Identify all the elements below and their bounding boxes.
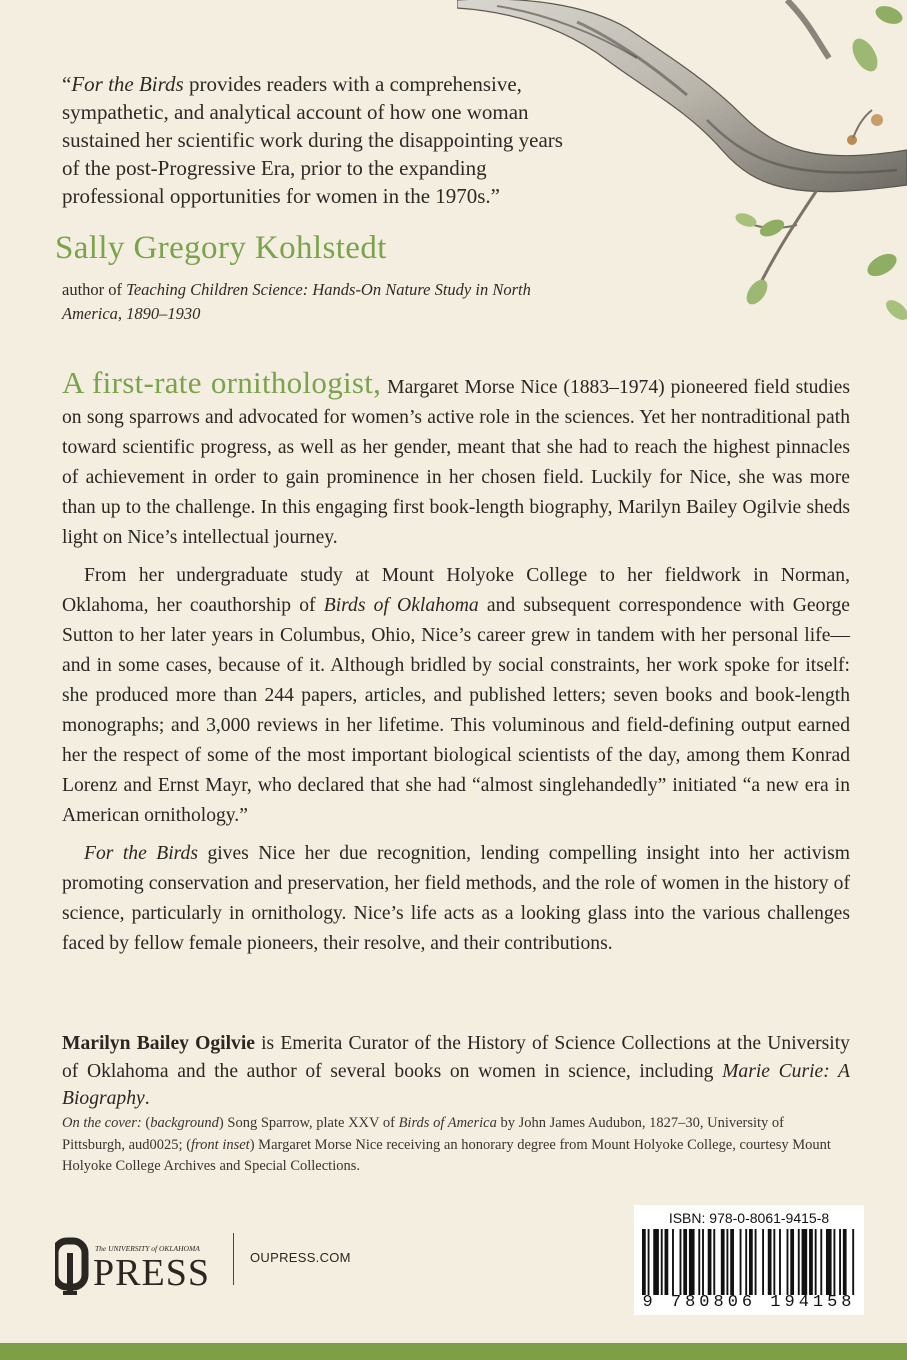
ou-press-logo <box>55 1235 255 1295</box>
author-bio-text: is Emerita Curator of the History of Science Collections at the University of Oklahoma and the author of several books on women in science, including <box>62 1033 850 1082</box>
barcode-bar <box>698 1229 700 1295</box>
cover-credit-book: Birds of America <box>398 1115 497 1131</box>
barcode-bar <box>787 1229 789 1295</box>
isbn-label: ISBN: 978-0-8061-9415-8 <box>668 1210 830 1226</box>
barcode-bar <box>665 1229 669 1295</box>
barcode-bar <box>740 1229 742 1295</box>
barcode-bar <box>708 1229 712 1295</box>
barcode-bar <box>702 1229 704 1295</box>
barcode-bar <box>833 1229 835 1295</box>
barcode-bar <box>839 1229 841 1295</box>
barcode-bar <box>648 1229 650 1295</box>
reviewer-role <box>62 278 582 326</box>
author-bio <box>62 1030 850 1113</box>
author-bio-book: Marie Curie: A Biography <box>62 1060 850 1109</box>
barcode-bar <box>713 1229 715 1295</box>
quote-text: provides readers with a comprehensive, sympathetic, and analytical account of how one woman sustained her scientific work during the disappointing years of the post-Progressive Era, prior to the expanding professional opportunities for women in the 1970s.” <box>62 72 563 208</box>
description-p3-text: gives Nice her due recognition, lending compelling insight into her activism promoting conservation and preservation, her field methods, and the role of women in the history of science, particularly in ornithology. Nice’s life acts as a looking glass into the various challenges faced by fellow female pioneers, their resolve, and their contributions. <box>62 843 850 954</box>
author-bio-end: . <box>144 1088 150 1109</box>
cover-credit-inset-label: front inset <box>191 1136 250 1153</box>
barcode-bar <box>768 1229 772 1295</box>
reviewer-name: Sally Gregory Kohlstedt <box>55 230 387 266</box>
cover-credit-part3: ) Margaret Morse Nice receiving an honorary degree from Mount Holyoke College, courtesy Mount Holyoke College Archives and Special Collections. <box>62 1136 831 1174</box>
barcode-bar <box>820 1229 822 1295</box>
barcode-bar <box>642 1229 646 1295</box>
barcode-bar <box>683 1229 687 1295</box>
quote-open-mark: “ <box>62 72 72 96</box>
barcode-bar <box>773 1229 775 1295</box>
barcode-bar <box>809 1229 813 1295</box>
cover-credit-part2: by John James Audubon, 1827–30, University of Pittsburgh, aud0025; ( <box>62 1115 785 1153</box>
description-lead: A first-rate ornithologist, <box>62 365 382 400</box>
barcode-bar <box>762 1229 764 1295</box>
barcode-box <box>634 1205 864 1315</box>
publisher-small-line: The UNIVERSITY of OKLAHOMA <box>95 1244 200 1253</box>
cover-credit-bg-label: background <box>150 1115 219 1131</box>
description-p2-book: Birds of Oklahoma <box>323 595 479 616</box>
barcode-bar <box>779 1229 781 1295</box>
barcode-bar <box>672 1229 674 1295</box>
description-paragraph-3 <box>62 839 850 959</box>
description-p2-text-a: From her undergraduate study at Mount Holyoke College to her fieldwork in Norman, Oklahoma, her coauthorship of <box>62 565 850 616</box>
barcode-bar <box>843 1229 847 1295</box>
book-description <box>62 365 850 959</box>
logo-divider <box>233 1233 234 1285</box>
barcode-bar <box>798 1229 800 1295</box>
barcode-bar <box>749 1229 753 1295</box>
description-p2-text-b: and subsequent correspondence with George Sutton to her later years in Columbus, Ohio, Nice’s career grew in tandem with her personal life—and in some cases, because of it. Although bridled by social constraints, her work spoke for itself: she produced more than 244 papers, articles, and published letters; seven books and book-length monographs; and 3,000 reviews in her lifetime. This voluminous and field-defining output earned her the respect of some of the most important biological scientists of the day, among them Konrad Lorenz and Ernst Mayr, who declared that she had “almost singlehandedly” initiated “a new era in American ornithology.” <box>62 595 850 826</box>
author-name: Marilyn Bailey Ogilvie <box>62 1033 255 1054</box>
description-paragraph-1 <box>62 365 850 553</box>
barcode-bar <box>726 1229 728 1295</box>
cover-credit: On the cover: (background) Song Sparrow, plate XXV of Birds of America by John James Audubon, 1827–30, University of Pittsburgh, aud0025; (front inset) Margaret Morse Nice receiving an honorary degree from Mount Holyoke College, courtesy Mount Holyoke College Archives and Special Collections. <box>62 1115 831 1174</box>
cover-credit-label: On the cover: <box>62 1115 142 1131</box>
barcode-bar <box>852 1229 854 1295</box>
reviewer-role-prefix: author of <box>62 280 127 299</box>
barcode-bar <box>790 1229 794 1295</box>
barcode-bar <box>802 1229 808 1295</box>
barcode-bars <box>642 1229 856 1295</box>
barcode-bar <box>661 1229 663 1295</box>
description-p1-text: Margaret Morse Nice (1883–1974) pioneered field studies on song sparrows and advocated for women’s active role in the sciences. Yet her nontraditional path toward scientific progress, as well as her gender, meant that she had to reach the highest pinnacles of achievement in order to gain prominence in her chosen field. Luckily for Nice, she was more than up to the challenge. In this engaging first book-length biography, Marilyn Bailey Ogilvie sheds light on Nice’s intellectual journey. <box>62 377 850 548</box>
barcode-digits: 9 780806 194158 <box>642 1293 856 1312</box>
quote-book-title: For the Birds <box>71 72 184 96</box>
barcode-bar <box>745 1229 747 1295</box>
barcode-bar <box>826 1229 832 1295</box>
footer-color-band <box>0 1343 907 1360</box>
description-p3-book: For the Birds <box>84 843 198 864</box>
barcode-bar <box>755 1229 757 1295</box>
cover-credit-part1: Song Sparrow, plate XXV of <box>223 1115 399 1131</box>
review-quote <box>62 70 582 210</box>
barcode-bar <box>730 1229 734 1295</box>
publisher-website: OUPRESS.COM <box>250 1250 351 1265</box>
barcode-bar <box>689 1229 695 1295</box>
barcode-bar <box>680 1229 682 1295</box>
publisher-name: PRESS <box>93 1252 210 1294</box>
barcode-bar <box>815 1229 817 1295</box>
reviewer-book-title: Teaching Children Science: Hands-On Nature Study in North America, 1890–1930 <box>62 280 531 323</box>
description-paragraph-2 <box>62 561 850 831</box>
barcode-bar <box>653 1229 659 1295</box>
barcode-bar <box>721 1229 725 1295</box>
